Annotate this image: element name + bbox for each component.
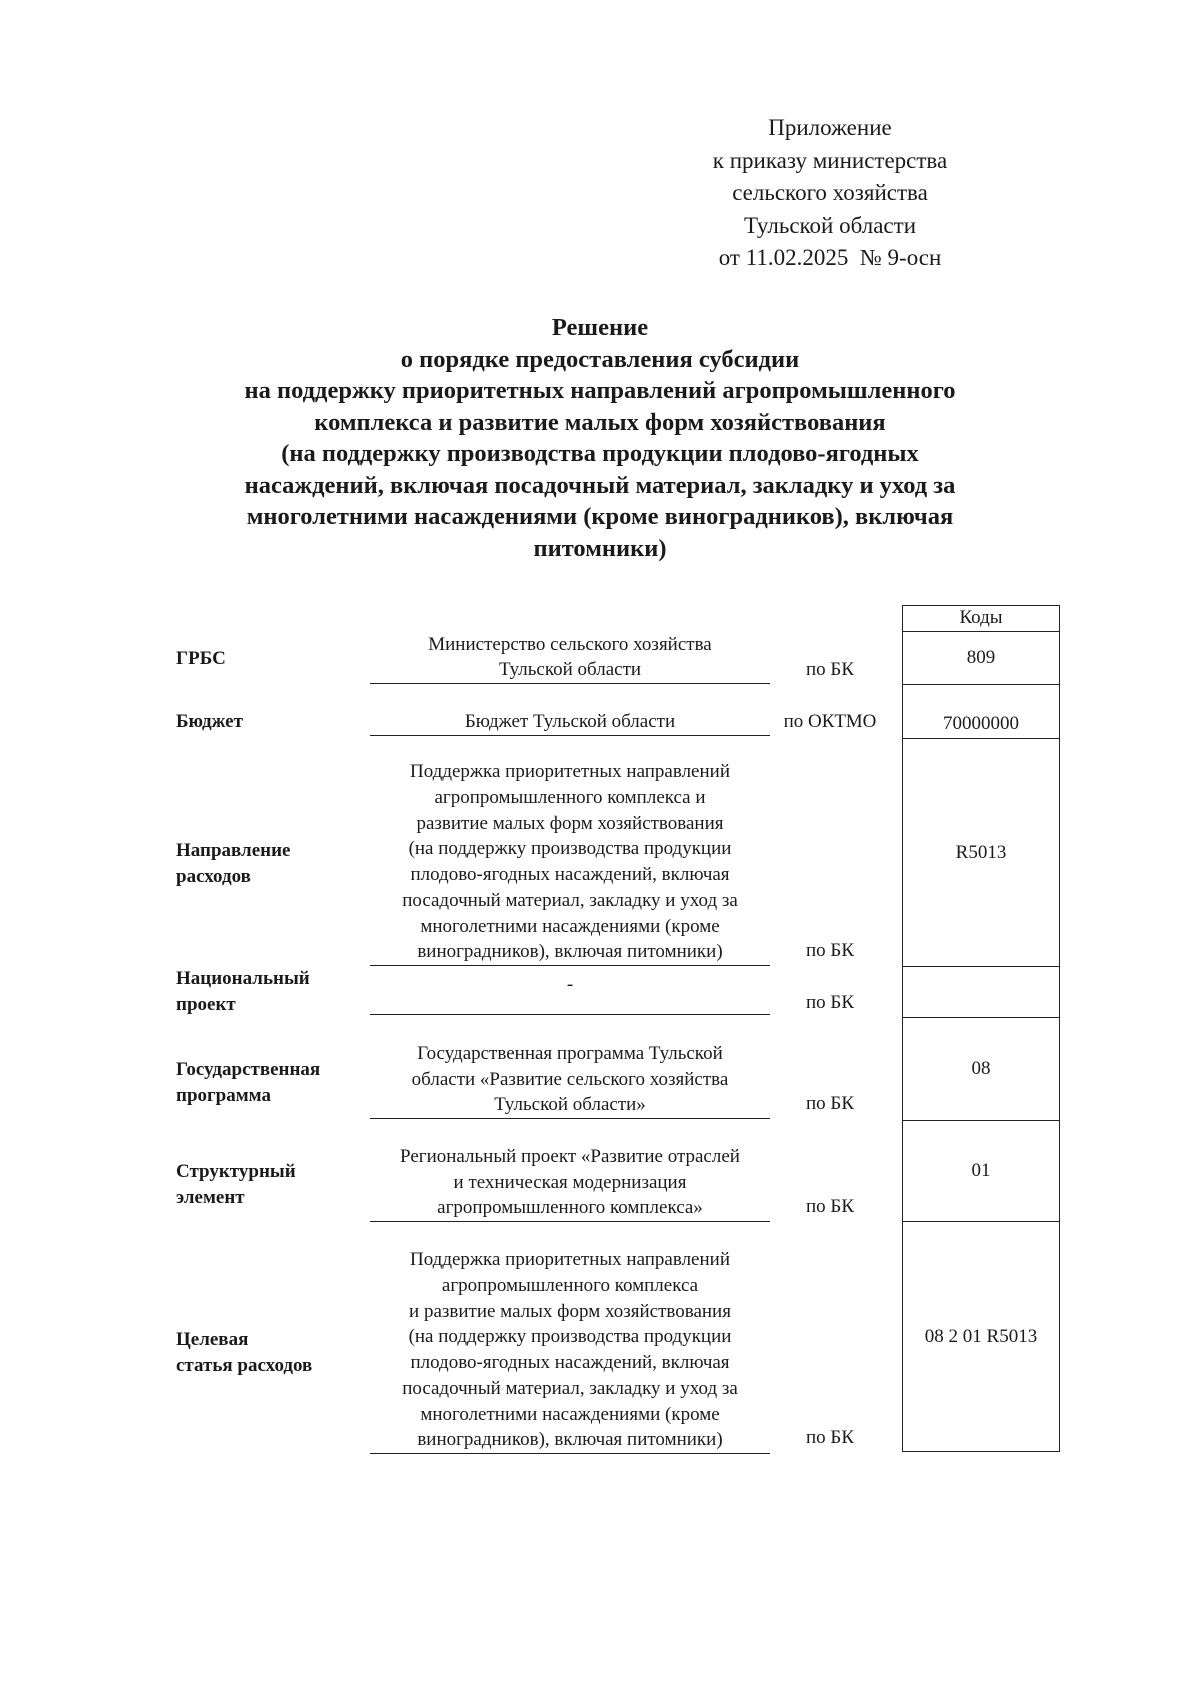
title-line: (на поддержку производства продукции плодово-ягодных [281, 440, 919, 467]
row-value-structural-element [370, 1143, 770, 1222]
title-line: Решение [551, 314, 649, 341]
row-label-grbs [176, 646, 376, 672]
row-label-expense-direction [176, 838, 376, 890]
row-value-line: многолетними насаждениями (кроме [420, 1403, 720, 1425]
row-value-line: и развитие малых форм хозяйствования [409, 1300, 731, 1322]
row-value-line: плодово-ягодных насаждений, включая [410, 864, 730, 886]
code-structural-element: 01 [971, 1160, 991, 1181]
row-value-line: виноградников), включая питомники) [417, 941, 723, 963]
row-label-line: расходов [176, 866, 251, 887]
po-bk-label: по БК [805, 940, 854, 961]
code-national-project [902, 967, 1060, 1017]
row-label-line: Государственная [176, 1059, 321, 1080]
row-value-line: и техническая модернизация [453, 1171, 687, 1193]
row-value-line: области «Развитие сельского хозяйства [411, 1068, 729, 1090]
row-value-line: (на поддержку производства продукции [408, 1326, 732, 1348]
row-value-line: Министерство сельского хозяйства [428, 633, 712, 655]
row-value-line: развитие малых форм хозяйствования [416, 812, 724, 834]
po-oktmo-label: по ОКТМО [783, 711, 877, 732]
appendix-line: Приложение [768, 115, 892, 140]
row-value-line: виноградников), включая питомники) [417, 1429, 723, 1451]
row-value-expense-direction [370, 760, 770, 966]
row-label-structural-element [176, 1159, 376, 1211]
code-budget: 70000000 [943, 712, 1019, 734]
row-value-line: многолетними насаждениями (кроме [420, 915, 720, 937]
row-label-line: Целевая [176, 1329, 249, 1350]
row-value-line: посадочный материал, закладку и уход за [402, 1377, 738, 1399]
po-bk-label: по БК [805, 1093, 854, 1114]
code-grbs: 809 [966, 647, 996, 668]
title-line: питомники) [533, 534, 667, 562]
row-value-line: агропромышленного комплекса [441, 1275, 699, 1297]
row-value-line: Региональный проект «Развитие отраслей [400, 1145, 740, 1167]
row-value-line: агропромышленного комплекса и [434, 787, 706, 809]
row-value-budget [370, 708, 770, 736]
po-bk-label: по БК [805, 1196, 854, 1217]
po-bk-label: по БК [805, 992, 854, 1013]
codes-header: Коды [959, 607, 1003, 628]
po-bk-label: по БК [805, 1427, 854, 1448]
appendix-header [660, 112, 1000, 275]
row-value-national-project [370, 972, 770, 1015]
row-label-line: статья расходов [176, 1355, 313, 1376]
row-label-line: Бюджет [176, 711, 243, 732]
title-line: на поддержку приоритетных направлений агропромышленного [244, 377, 956, 404]
row-label-budget [176, 709, 376, 735]
row-label-line: Национальный [176, 968, 310, 989]
appendix-line: от 11.02.2025 № 9-осн [718, 245, 942, 270]
row-value-line: Государственная программа Тульской [417, 1042, 723, 1064]
row-value-line: - [566, 974, 574, 995]
row-label-line: элемент [176, 1187, 245, 1208]
row-value-line: Бюджет Тульской области [464, 711, 676, 732]
row-value-line: Поддержка приоритетных направлений [409, 1249, 730, 1271]
row-value-line: Тульской области [498, 659, 642, 681]
row-label-line: ГРБС [176, 648, 226, 669]
appendix-line: Тульской области [743, 212, 917, 238]
row-value-line: (на поддержку производства продукции [408, 838, 732, 860]
row-value-line: агропромышленного комплекса» [437, 1197, 703, 1219]
row-value-line: посадочный материал, закладку и уход за [402, 889, 738, 911]
row-label-line: программа [176, 1085, 271, 1106]
code-target-expense: 08 2 01 R5013 [924, 1326, 1038, 1347]
appendix-line: к приказу министерства [712, 147, 948, 173]
code-expense-direction: R5013 [955, 841, 1007, 863]
row-label-state-program [176, 1057, 376, 1109]
row-value-line: Поддержка приоритетных направлений [409, 761, 730, 783]
row-label-line: Структурный [176, 1161, 296, 1182]
row-value-target-expense [370, 1248, 770, 1454]
po-bk-label: по БК [805, 659, 854, 680]
document-title [140, 312, 1060, 564]
code-state-program: 08 [971, 1058, 991, 1079]
row-label-target-expense [176, 1327, 376, 1379]
row-value-line: плодово-ягодных насаждений, включая [410, 1352, 730, 1374]
row-label-line: проект [176, 994, 236, 1015]
title-line: насаждений, включая посадочный материал, закладку и уход за [244, 471, 956, 499]
row-label-line: Направление [176, 840, 291, 861]
row-value-state-program [370, 1040, 770, 1119]
row-value-grbs [370, 632, 770, 684]
appendix-line: сельского хозяйства [732, 180, 928, 205]
title-line: комплекса и развитие малых форм хозяйствования [314, 408, 886, 436]
title-line: о порядке предоставления субсидии [400, 345, 800, 373]
row-label-national-project [176, 966, 376, 1018]
row-value-line: Тульской области» [494, 1094, 646, 1116]
title-line: многолетними насаждениями (кроме виноградников), включая [246, 503, 954, 530]
